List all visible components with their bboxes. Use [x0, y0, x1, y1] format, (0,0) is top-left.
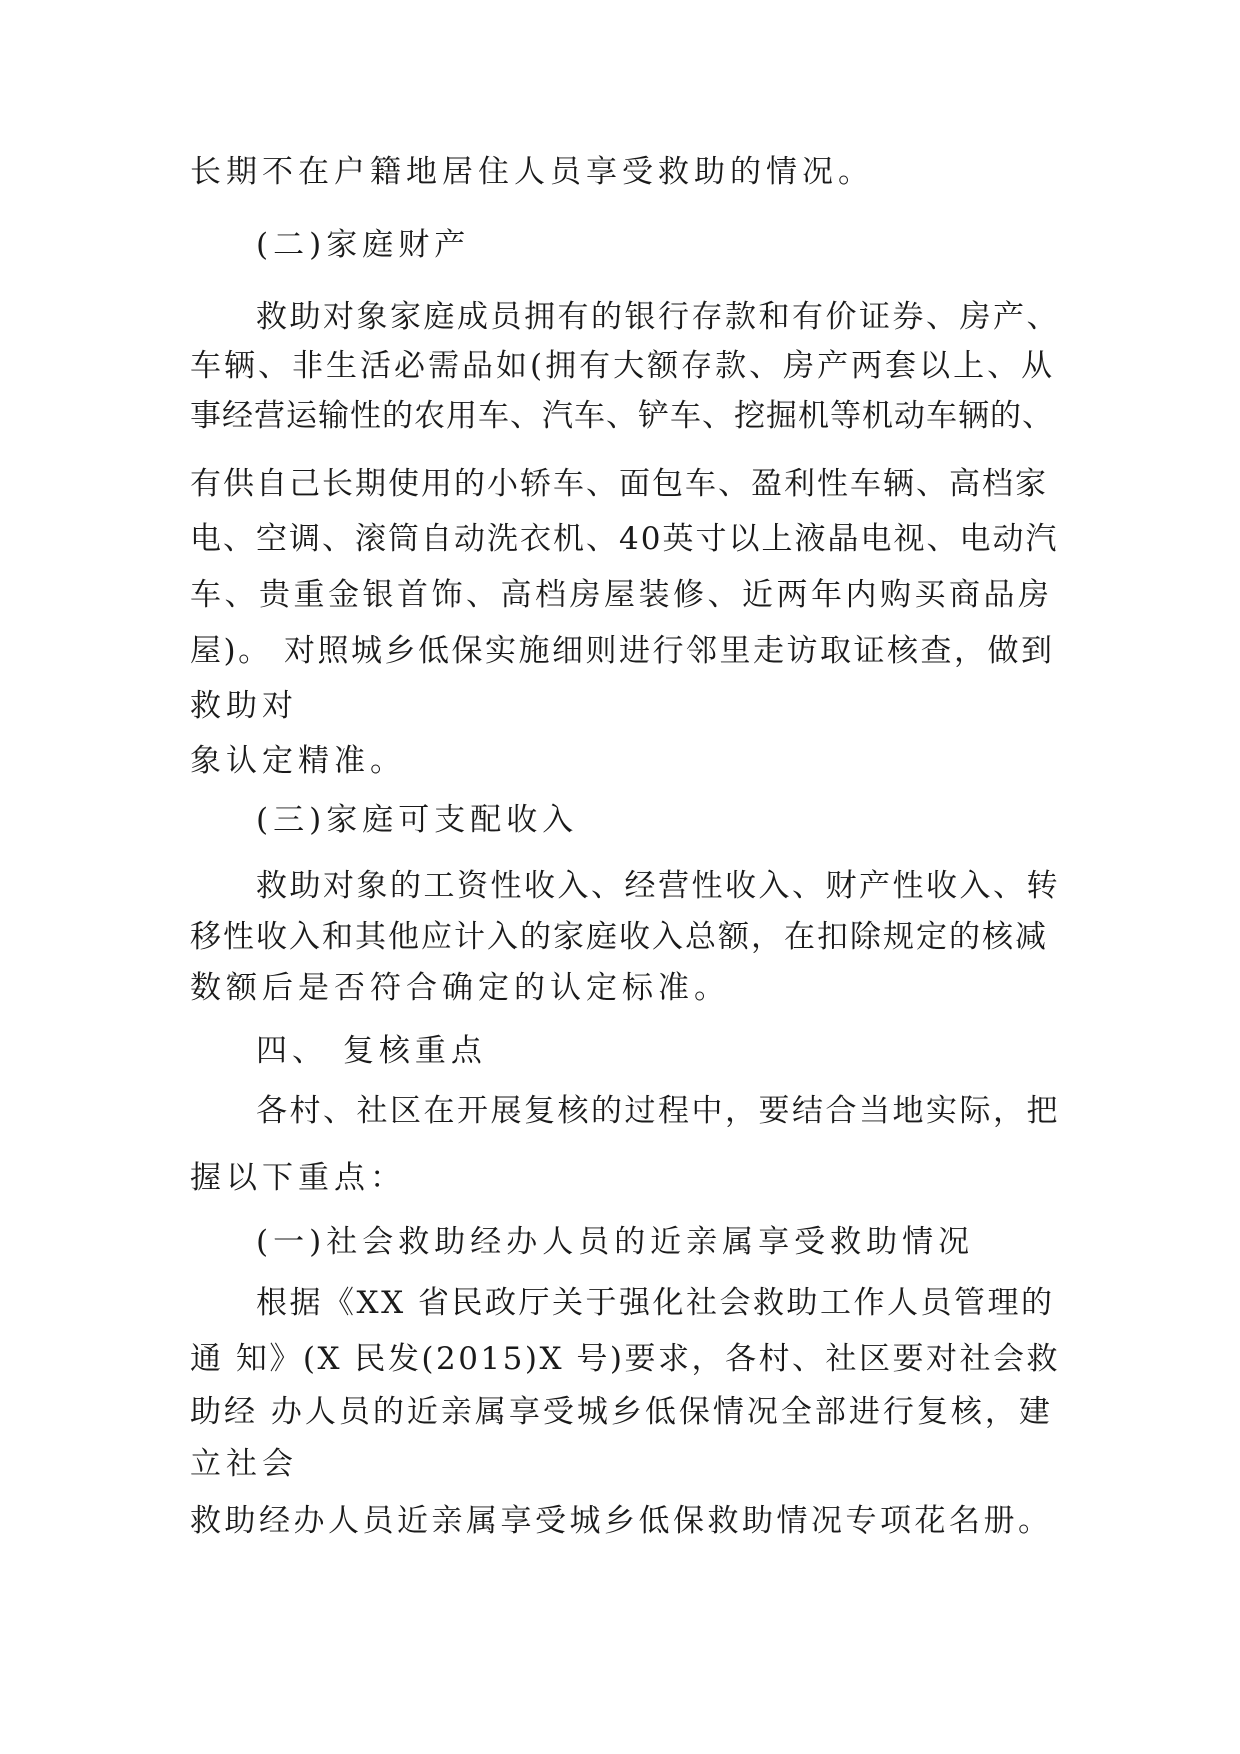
section-heading: (一)社会救助经办人员的近亲属享受救助情况: [256, 1224, 975, 1260]
body-text-line: 救助对象家庭成员拥有的银行存款和有价证券、房产、: [256, 299, 1060, 335]
body-text-line: 通 知》(X 民发(2015)X 号)要求，各村、社区要对社会救: [190, 1341, 1060, 1377]
body-text-line: 屋)。 对照城乡低保实施细则进行邻里走访取证核查，做到: [190, 633, 1055, 669]
section-heading: (三)家庭可支配收入: [256, 802, 579, 838]
body-text-line: 立社会: [190, 1446, 298, 1482]
section-heading: 四、 复核重点: [256, 1033, 487, 1069]
body-text-line: 车辆、非生活必需品如(拥有大额存款、房产两套以上、从: [190, 348, 1056, 384]
body-text-line: 救助对象的工资性收入、经营性收入、财产性收入、转: [256, 868, 1060, 904]
body-text-line: 助经 办人员的近亲属享受城乡低保情况全部进行复核，建: [190, 1394, 1053, 1430]
body-text-line: 根据《XX 省民政厅关于强化社会救助工作人员管理的: [256, 1285, 1055, 1321]
body-text-line: 象认定精准。: [190, 743, 406, 779]
section-heading: (二)家庭财产: [256, 227, 471, 263]
body-text-line: 电、空调、滚筒自动洗衣机、40英寸以上液晶电视、电动汽: [190, 521, 1059, 557]
body-text-line: 各村、社区在开展复核的过程中，要结合当地实际，把: [256, 1093, 1060, 1129]
body-text-line: 救助经办人员近亲属享受城乡低保救助情况专项花名册。: [190, 1503, 1053, 1539]
body-text-line: 数额后是否符合确定的认定标准。: [190, 970, 730, 1006]
body-text-line: 事经营运输性的农用车、汽车、铲车、挖掘机等机动车辆的、: [190, 398, 1054, 434]
body-text-line: 移性收入和其他应计入的家庭收入总额，在扣除规定的核减: [190, 919, 1048, 955]
body-text-line: 有供自己长期使用的小轿车、面包车、盈利性车辆、高档家: [190, 466, 1048, 502]
body-text-line: 车、贵重金银首饰、高档房屋装修、近两年内购买商品房: [190, 577, 1053, 613]
body-text-line: 握以下重点：: [190, 1160, 406, 1196]
body-text-line: 救助对: [190, 688, 298, 724]
body-text-line: 长期不在户籍地居住人员享受救助的情况。: [190, 154, 874, 190]
